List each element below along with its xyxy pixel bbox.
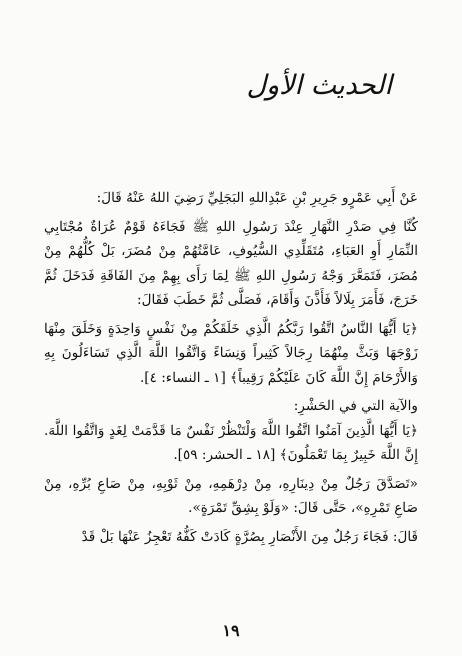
narrator-line: عَنْ أَبِي عَمْرٍو جَرِيرِ بْنِ عَبْدِاللهِ البَجَلِيِّ رَضِيَ اللهُ عَنْهُ قَالَ: [96,190,418,206]
hadith-continuation: قَالَ: فَجَاءَ رَجُلٌ مِنَ الأَنْصَارِ بِصُرَّةٍ كَادَتْ كَفُّهُ تَعْجِزُ عَنْهَا بَلْ قَدْ [81,528,418,545]
quran-verse-nisa: ﴿يَا أَيُّهَا النَّاسُ اتَّقُوا رَبَّكُمُ الَّذِي خَلَقَكُمْ مِنْ نَفْسٍ وَاحِدَةٍ وَخَلَقَ مِنْهَا زَوْجَهَا وَبَثَّ مِنْهُمَا رِجَالاً كَثِيراً وَنِسَاءً وَاتَّقُوا اللَّهَ الَّذِي تَسَاءَلُونَ بِهِ وَالأَرْحَامَ إِنَّ اللَّهَ كَانَ عَلَيْكُمْ رَقِيباً﴾ [١ ـ النساء: ٤]. [44,320,418,386]
hadith-charity-paragraph: «تَصَدَّقَ رَجُلٌ مِنْ دِينَارِهِ، مِنْ دِرْهَمِهِ، مِنْ ثَوْبِهِ، مِنْ صَاعِ بُرِّهِ، مِنْ صَاعِ تَمْرِهِ»، حَتَّى قَالَ: «وَلَوْ بِشِقِّ تَمْرَةٍ». [44,475,418,516]
page-number: ١٩ [222,621,240,640]
hadith-paragraph: كُنَّا فِي صَدْرِ النَّهَارِ عِنْدَ رَسُولِ اللهِ ﷺ فَجَاءَهُ قَوْمٌ عُرَاةٌ مُجْتَابِي النِّمَارِ أَوِ العَبَاءِ، مُتَقَلِّدِي السُّيُوفِ، عَامَّتُهُمْ مِنْ مُضَرَ، بَلْ كُلُّهُمْ مِنْ مُضَرَ، فَتَمَعَّرَ وَجْهُ رَسُولِ اللهِ ﷺ لِمَا رَأَى بِهِمْ مِنَ الفَاقَةِ فَدَخَلَ ثُمَّ خَرَجَ، فَأَمَرَ بِلَالاً فَأَذَّنَ وَأَقَامَ، فَصَلَّى ثُمَّ خَطَبَ فَقَالَ: [44,218,418,308]
quran-verse-hashr: ﴿يَا أَيُّهَا الَّذِينَ آمَنُوا اتَّقُوا اللَّهَ وَلْتَنْظُرْ نَفْسٌ مَا قَدَّمَتْ لِغَدٍ وَاتَّقُوا اللَّهَ. إِنَّ اللَّهَ خَبِيرٌ بِمَا تَعْمَلُونَ﴾ [١٨ ـ الحشر: ٥٩]. [44,422,418,463]
hadith-text [44,186,418,553]
hadith-heading: الحديث الأول [246,70,392,101]
verse-intro: والآية التي في الحَشْرِ: [293,398,418,414]
